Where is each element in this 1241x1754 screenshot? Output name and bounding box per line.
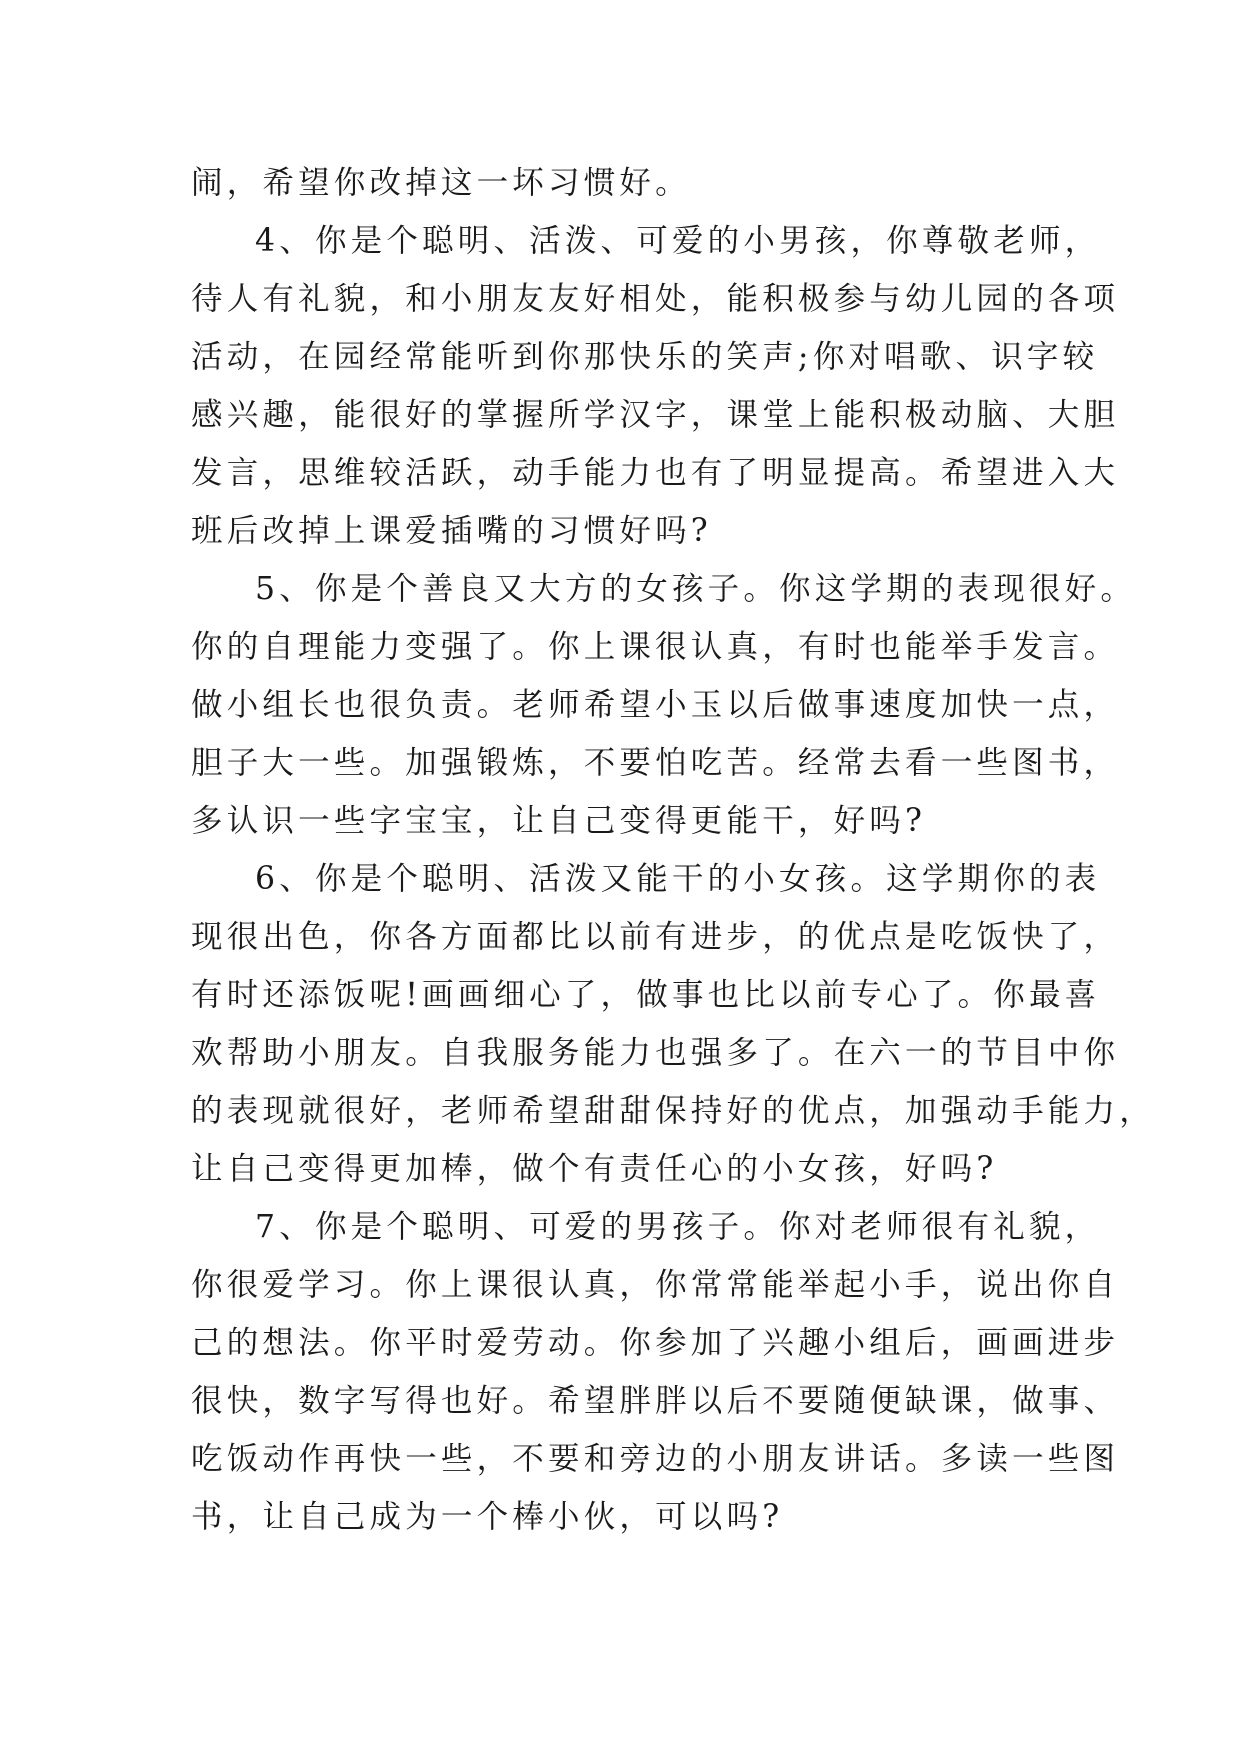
text-line-20: 你很爱学习。你上课很认真，你常常能举起小手，说出你自 xyxy=(191,1267,1120,1303)
text-line-7: 班后改掉上课爱插嘴的习惯好吗? xyxy=(191,513,712,549)
text-line-21: 己的想法。你平时爱劳动。你参加了兴趣小组后，画画进步 xyxy=(191,1325,1120,1361)
text-line-12: 多认识一些字宝宝，让自己变得更能干，好吗? xyxy=(191,803,927,839)
text-line-10: 做小组长也很负责。老师希望小玉以后做事速度加快一点， xyxy=(191,687,1120,723)
text-line-3: 待人有礼貌，和小朋友友好相处，能积极参与幼儿园的各项 xyxy=(191,281,1120,317)
text-line-16: 欢帮助小朋友。自我服务能力也强多了。在六一的节目中你 xyxy=(191,1035,1120,1071)
paragraph-6-start: 6、你是个聪明、活泼又能干的小女孩。这学期你的表 xyxy=(255,861,1101,897)
text-line-24: 书，让自己成为一个棒小伙，可以吗? xyxy=(191,1499,784,1535)
text-line-14: 现很出色，你各方面都比以前有进步，的优点是吃饭快了， xyxy=(191,919,1120,955)
text-line-4: 活动，在园经常能听到你那快乐的笑声;你对唱歌、识字较 xyxy=(191,339,1099,375)
text-line-11: 胆子大一些。加强锻炼，不要怕吃苦。经常去看一些图书， xyxy=(191,745,1120,781)
paragraph-7-start: 7、你是个聪明、可爱的男孩子。你对老师很有礼貌， xyxy=(255,1209,1101,1245)
text-line-9: 你的自理能力变强了。你上课很认真，有时也能举手发言。 xyxy=(191,629,1120,665)
text-line-5: 感兴趣，能很好的掌握所学汉字，课堂上能积极动脑、大胆 xyxy=(191,397,1120,433)
text-line-17: 的表现就很好，老师希望甜甜保持好的优点，加强动手能力， xyxy=(191,1093,1155,1129)
paragraph-5-start: 5、你是个善良又大方的女孩子。你这学期的表现很好。 xyxy=(255,571,1137,607)
text-line-23: 吃饭动作再快一些，不要和旁边的小朋友讲话。多读一些图 xyxy=(191,1441,1120,1477)
text-line-15: 有时还添饭呢!画画细心了，做事也比以前专心了。你最喜 xyxy=(191,977,1101,1013)
text-line-6: 发言，思维较活跃，动手能力也有了明显提高。希望进入大 xyxy=(191,455,1120,491)
text-line-22: 很快，数字写得也好。希望胖胖以后不要随便缺课，做事、 xyxy=(191,1383,1120,1419)
text-line-18: 让自己变得更加棒，做个有责任心的小女孩，好吗? xyxy=(191,1151,998,1187)
paragraph-4-start: 4、你是个聪明、活泼、可爱的小男孩，你尊敬老师， xyxy=(255,223,1101,259)
text-line-1: 闹，希望你改掉这一坏习惯好。 xyxy=(191,165,691,201)
